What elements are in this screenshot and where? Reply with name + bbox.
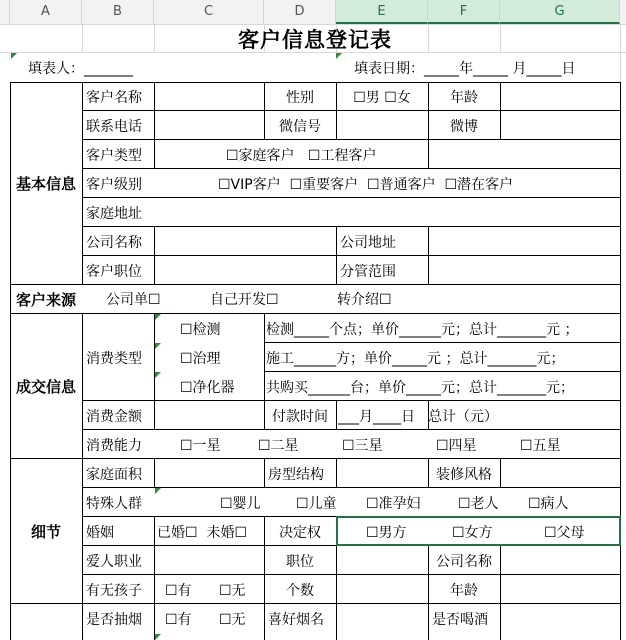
column-header-a[interactable]: A [10,0,82,24]
option-detect[interactable]: ☐检测 [180,321,221,338]
label-special-group: 特殊人群 [86,495,142,512]
label-age: 年龄 [450,89,478,106]
border-line [154,313,155,429]
column-header-bar [0,0,626,25]
border-line [620,82,621,640]
children-no[interactable]: ☐无 [219,582,246,599]
fill-date-field[interactable]: 填表日期：_____年_____ 月_____日 [354,61,576,77]
label-marriage: 婚姻 [86,524,114,541]
cell-indicator [155,634,161,640]
label-phone: 联系电话 [86,118,142,135]
label-company-name: 公司名称 [86,234,142,251]
label-wechat: 微信号 [279,118,321,135]
filler-field[interactable]: 填表人：_______ [28,61,133,77]
label-children-age: 年龄 [450,582,478,599]
column-header-c[interactable]: C [154,0,264,24]
label-house-type: 房型结构 [268,466,324,483]
treat-formula[interactable]: 施工______方；单价_____元 ；总计_______元； [266,350,565,367]
label-home-area: 家庭面积 [86,466,142,483]
label-decision: 决定权 [279,524,321,541]
label-customer-level: 客户级别 [86,176,142,193]
special-elderly[interactable]: ☐老人 [458,495,499,512]
decision-wife[interactable]: ☐女方 [452,524,493,541]
cell-indicator [11,53,17,59]
cell-selection[interactable] [336,516,621,546]
border-line [154,226,155,284]
form-title: 客户信息登记表 [238,27,392,52]
border-line [500,82,501,140]
label-home-address: 家庭地址 [86,205,142,222]
option-purifier[interactable]: ☐净化器 [180,379,235,396]
label-weibo: 微博 [450,118,478,135]
label-customer-position: 客户职位 [86,263,142,280]
star-one[interactable]: ☐一星 [180,437,221,454]
pay-time-field[interactable]: ___月____日 [338,408,415,425]
border-line [264,458,265,487]
label-scope: 分管范围 [340,263,396,280]
border-line [336,400,337,429]
label-gender: 性别 [286,89,314,106]
star-two[interactable]: ☐二星 [258,437,299,454]
section-basic-info: 基本信息 [15,174,76,193]
border-line [500,545,501,640]
border-line [154,168,155,169]
column-header-f[interactable]: F [428,0,500,24]
label-drinking: 是否喝酒 [432,611,488,628]
border-line [154,82,155,169]
label-amount: 消费金额 [86,408,142,425]
special-patient[interactable]: ☐病人 [528,495,569,512]
cell-indicator [155,343,161,349]
label-spouse-company: 公司名称 [436,553,492,570]
border-line [82,82,83,284]
marriage-options[interactable]: 已婚☐ 未婚☐ [157,524,248,541]
border-line [336,458,337,487]
decision-husband[interactable]: ☐男方 [366,524,407,541]
section-customer-source: 客户来源 [15,290,76,309]
smoking-no[interactable]: ☐无 [219,611,246,628]
label-ability: 消费能力 [86,437,142,454]
detect-formula[interactable]: 检测_____个点；单价______元；总计_______元 ； [266,321,579,338]
border-line [336,226,337,284]
label-children-count: 个数 [286,582,314,599]
border-line [428,226,429,284]
source-referral[interactable]: 转介绍☐ [337,292,392,308]
label-total: 总计（元） [428,408,498,425]
label-spouse-job: 爱人职业 [86,553,142,570]
cell-indicator [155,372,161,378]
star-five[interactable]: ☐五星 [520,437,561,454]
special-pregnant[interactable]: ☐准孕妇 [366,495,421,512]
star-three[interactable]: ☐三星 [342,437,383,454]
purifier-formula[interactable]: 共购买______台；单价_____元；总计_______元； [266,379,574,396]
label-children: 有无孩子 [86,582,142,599]
column-header-b[interactable]: B [82,0,154,24]
column-header-d[interactable]: D [264,0,336,24]
label-customer-name: 客户名称 [86,89,142,106]
option-treat[interactable]: ☐治理 [180,350,221,367]
label-job-position: 职位 [286,553,314,570]
column-header-e[interactable]: E [336,0,428,24]
customer-level-options[interactable]: ☐VIP客户 ☐重要客户 ☐普通客户 ☐潜在客户 [218,176,514,193]
border-line [154,458,155,487]
border-line [154,516,155,640]
cell-indicator [155,314,161,320]
border-line [82,313,83,640]
smoking-yes[interactable]: ☐有 [165,611,192,628]
customer-type-options[interactable]: ☐家庭客户 ☐工程客户 [226,147,377,164]
decision-parents[interactable]: ☐父母 [544,524,585,541]
label-consume-type: 消费类型 [86,350,142,367]
source-self[interactable]: 自己开发☐ [210,292,279,308]
special-child[interactable]: ☐儿童 [296,495,337,512]
gender-options[interactable]: ☐男 ☐女 [353,89,411,106]
cell-indicator [336,53,342,59]
cell-indicator [155,488,161,494]
label-customer-type: 客户类型 [86,147,142,164]
source-company[interactable]: 公司单☐ [106,292,161,308]
border-line [500,458,501,487]
section-details: 细节 [30,522,61,541]
label-pay-time: 付款时间 [272,408,328,425]
label-decor-style: 装修风格 [436,466,492,483]
label-company-address: 公司地址 [340,234,396,251]
select-all-corner[interactable] [0,0,10,24]
label-favorite-cigarette: 喜好烟名 [268,611,324,628]
border-line [82,574,621,575]
children-yes[interactable]: ☐有 [165,582,192,599]
special-baby[interactable]: ☐婴儿 [220,495,261,512]
section-deal-info: 成交信息 [15,377,76,396]
column-header-g[interactable]: G [500,0,620,24]
star-four[interactable]: ☐四星 [436,437,477,454]
label-smoking: 是否抽烟 [86,611,142,628]
